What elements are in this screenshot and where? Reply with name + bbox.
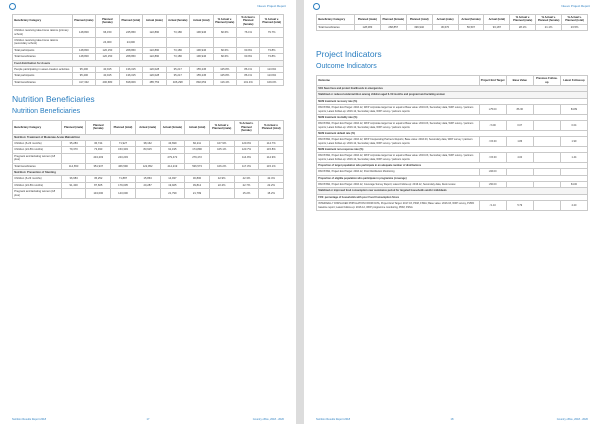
page-left <box>0 0 296 424</box>
table-cell: 143,000 <box>111 189 136 199</box>
indicator-label: MAM treatment mortality rate (%) <box>317 114 588 120</box>
table-cell: 155,245 <box>190 67 213 73</box>
table-cell: 96,150 <box>96 28 119 38</box>
table-cell: 24,000 <box>96 38 119 48</box>
table-cell: 196,946 <box>190 47 213 53</box>
table-cell: <15.00 <box>479 153 506 163</box>
table-cell <box>213 38 236 48</box>
table-cell: 414,219 <box>160 163 185 169</box>
section-label: Food distribution for Assets <box>13 60 284 66</box>
table-cell: 38,162 <box>135 140 160 146</box>
row-label: Children receiving take-home rations (primary school) <box>13 28 73 38</box>
column-header: Previous Follow-up <box>533 76 560 86</box>
row-label: Total beneficiaries <box>13 54 73 60</box>
total-beneficiaries-table <box>316 14 588 31</box>
column-header: % Actual v. Planned (female) <box>536 15 562 25</box>
table-row <box>13 153 284 163</box>
table-cell: 105.1% <box>209 147 234 153</box>
table-cell <box>143 38 166 48</box>
table-cell: 42.3% <box>234 176 259 182</box>
table-cell: 76.1% <box>237 28 260 38</box>
footer-left-text: Nutrition Results Report 2018 <box>316 418 351 421</box>
table-cell: 113.9% <box>260 73 284 79</box>
table-cell: 30,800 <box>185 176 210 182</box>
header-title: Nuevo Project Report <box>561 4 590 8</box>
table-cell: 73,933 <box>86 147 111 153</box>
table-cell: 125.8% <box>213 73 236 79</box>
indicator-data-row <box>317 121 588 131</box>
page-footer-left <box>12 418 284 421</box>
column-header: Actual (male) <box>143 15 166 28</box>
table-cell: 196,946 <box>190 28 213 38</box>
table-cell: 19,925 <box>160 182 185 188</box>
project-indicators-heading: Project Indicators <box>316 49 382 60</box>
table-cell: 4.00 <box>506 153 533 163</box>
indicator-description: PAKISTAN, Project End Target: 2016.12, Coverage Survey Report; Latest Follow-up: 2016.12, Secondary data, Desk review <box>317 182 480 188</box>
indicator-data-row <box>317 137 588 147</box>
table-cell: 117.3% <box>234 163 259 169</box>
indicator-description: PAKISTAN, Project End Target: 2016.12, WFP corporate target low or equal to Base value: 2016.03, Secondary data, WFP survey / partners reports; Latest Follow-up: 2016.12, Secondary data, WFP survey / partners reports <box>317 153 480 163</box>
table-cell: 106.2% <box>209 163 234 169</box>
table-cell: 268,857 <box>380 24 406 30</box>
table-cell: 21.1% <box>536 24 562 30</box>
indicator-label: FCS: percentage of households with poor Food Consumption Score <box>317 194 588 200</box>
table-cell: 153,303 <box>111 147 136 153</box>
indicator-label: MAM treatment recovery rate (%) <box>317 98 588 104</box>
table-cell: 148,800 <box>72 47 95 53</box>
table-cell: 114.9% <box>259 153 284 163</box>
table-cell: 95,400 <box>72 67 95 73</box>
table-cell: 536,573 <box>185 163 210 169</box>
table-row <box>13 79 284 85</box>
table-cell: 243,203 <box>111 153 136 163</box>
table-cell: 40,915 <box>96 73 119 79</box>
indicator-description: PAKISTAN, Project End Target: 2016.12, WFP corporate target low or equal to Base value: 2016.03, Secondary data, WFP survey / partners reports; Latest Follow-up: 2016.12, Secondary data, WFP survey / partners reports <box>317 105 480 115</box>
table-cell: 113.9% <box>260 67 284 73</box>
column-header: Planned (male) <box>72 15 95 28</box>
column-header: % Actual v. Planned (male) <box>510 15 536 25</box>
outcome-indicators-heading: Outcome Indicators <box>316 63 377 71</box>
row-label: Pregnant and lactating women (18 plus) <box>13 153 62 163</box>
indicator-label: MAM treatment default rate (%) <box>317 130 588 136</box>
footer-left-text: Nutrition Results Report 2018 <box>12 418 47 421</box>
header-title: Nuevo Project Report <box>257 4 286 8</box>
column-header: Planned (total) <box>406 15 432 25</box>
indicator-description: PAKISTAN, Project End Target: 2016.12, Post Distribution Monitoring <box>317 169 480 175</box>
table-cell: 114,653 <box>61 163 86 169</box>
row-label: Total beneficiaries <box>13 79 73 85</box>
table-cell: 40,915 <box>96 67 119 73</box>
table-cell: <3.00 <box>479 121 506 131</box>
table-cell: 79.7% <box>260 28 284 38</box>
table-cell: 91,195 <box>160 147 185 153</box>
table-cell: 143,000 <box>86 189 111 199</box>
column-header: % Actual v. Planned (total) <box>259 121 284 134</box>
beneficiary-table <box>12 14 284 86</box>
table-cell: 136,315 <box>119 67 142 73</box>
section-label: Stabilized or reduced undernutrition among children aged 6–59 months and pregnant and lactating women <box>317 92 588 98</box>
row-label: Children (6-23 months) <box>13 176 62 182</box>
table-cell: 71,927 <box>111 140 136 146</box>
column-header: Planned (total) <box>119 15 142 28</box>
table-cell: 115.8% <box>259 147 284 153</box>
table-cell: 109.0% <box>260 79 284 85</box>
table-cell: 120,028 <box>143 73 166 79</box>
indicator-label: Proportion of eligible population who participate in programme (coverage) <box>317 175 588 181</box>
table-cell: 42.9% <box>209 176 234 182</box>
table-cell: 243,203 <box>86 153 111 163</box>
table-cell: 485,753 <box>143 79 166 85</box>
table-cell: <15.00 <box>479 137 506 147</box>
page-footer-right <box>316 418 588 421</box>
table-cell: 86.1% <box>237 73 260 79</box>
table-cell: <1.10 <box>479 201 506 211</box>
table-cell: 466,590 <box>111 163 136 169</box>
table-cell: 1.44 <box>560 153 587 163</box>
table-cell: 22.2% <box>209 182 234 188</box>
table-cell: 0.04 <box>560 121 587 131</box>
table-cell: 122,890 <box>143 28 166 38</box>
table-cell: 1.99 <box>560 137 587 147</box>
table-cell: ≥66.00 <box>479 169 506 175</box>
table-cell: 196,946 <box>190 54 213 60</box>
nutrition-heading: Nutrition Beneficiaries <box>12 94 95 105</box>
column-header: % Actual v. Planned (female) <box>234 121 259 134</box>
table-cell: 24,000 <box>119 38 142 48</box>
table-cell <box>237 38 260 48</box>
row-label: People participating in asset-creation activities <box>13 67 73 73</box>
table-cell: 64.00 <box>560 182 587 188</box>
page-number: 18 <box>450 418 454 421</box>
table-cell: 93,187 <box>484 24 510 30</box>
table-cell <box>166 38 189 48</box>
table-cell <box>260 38 284 48</box>
footer-right-text: Country office, 2018 - 2020 <box>556 418 588 421</box>
table-cell: 148,800 <box>72 28 95 38</box>
table-cell: 73,186 <box>166 54 189 60</box>
table-cell: 73.8% <box>260 54 284 60</box>
section-label: Nutrition: Treatment of Moderate Acute Malnutrition <box>13 134 284 140</box>
table-cell: 22.2% <box>259 182 284 188</box>
table-cell: 125.8% <box>213 67 236 73</box>
table-cell: 155,245 <box>190 73 213 79</box>
column-header: % Actual v. Planned (total) <box>260 15 284 28</box>
table-cell: 120,150 <box>96 47 119 53</box>
table-cell: 82.6% <box>213 47 236 53</box>
table-cell <box>72 38 95 48</box>
table-cell: 23.5% <box>562 24 588 30</box>
column-header: Actual (total) <box>190 15 213 28</box>
table-cell: 73.8% <box>260 47 284 53</box>
column-header: Planned (female) <box>96 15 119 28</box>
table-cell: 35,217 <box>166 67 189 73</box>
column-header: Planned (female) <box>380 15 406 25</box>
table-row <box>13 28 284 38</box>
table-cell: 28.1% <box>510 24 536 30</box>
column-header: Planned (male) <box>354 15 380 25</box>
table-cell <box>209 189 234 199</box>
table-cell: 15.2% <box>234 189 259 199</box>
table-cell <box>61 153 86 163</box>
row-label: Total beneficiaries <box>13 163 62 169</box>
table-cell <box>209 153 234 163</box>
table-cell: 35,283 <box>61 140 86 146</box>
section-label: SO1 Save lives and protect livelihoods in emergencies <box>317 86 588 92</box>
table-cell: 1.86 <box>506 137 533 147</box>
table-cell: 83,915 <box>135 147 160 153</box>
table-cell: 114.7% <box>259 140 284 146</box>
table-cell <box>533 121 560 131</box>
row-label: Pregnant and lactating women (18 plus) <box>13 189 62 199</box>
table-cell: 73,186 <box>166 47 189 53</box>
table-cell: 21,799 <box>185 189 210 199</box>
table-cell: 15.2% <box>259 189 284 199</box>
table-cell: 60.9% <box>237 54 260 60</box>
table-cell: 406,298 <box>166 79 189 85</box>
table-row <box>13 38 284 48</box>
column-header: % Actual v. Planned (male) <box>209 121 234 134</box>
row-label: Total beneficiaries <box>317 24 355 30</box>
table-cell: 43,699 <box>160 140 185 146</box>
page-number: 17 <box>146 418 150 421</box>
table-cell <box>61 189 86 199</box>
table-cell <box>135 153 160 163</box>
column-header: % Actual v. Planned (male) <box>213 15 236 28</box>
column-header: Planned (total) <box>111 121 136 134</box>
table-cell: 400,680 <box>96 79 119 85</box>
row-label: Children receiving take-home rations (secondary school) <box>13 38 73 48</box>
table-cell: 122,890 <box>143 54 166 60</box>
table-cell: 279,472 <box>160 153 185 163</box>
indicator-label: Proportion of target population who participate in an adequate number of distributions <box>317 162 588 168</box>
footer-right-text: Country office, 2018 - 2020 <box>252 418 284 421</box>
column-header: % Actual v. Planned (total) <box>562 15 588 25</box>
column-header: Beneficiary Category <box>13 121 62 134</box>
table-cell: 120.0% <box>234 140 259 146</box>
column-header: Planned (female) <box>86 121 111 134</box>
column-header: Actual (total) <box>185 121 210 134</box>
column-header: Actual (male) <box>432 15 458 25</box>
column-header: Actual (female) <box>458 15 484 25</box>
column-header: Actual (male) <box>135 121 160 134</box>
column-header: Outcome <box>317 76 480 86</box>
wfp-logo-icon <box>9 3 16 10</box>
table-cell: 5.79 <box>506 201 533 211</box>
page-header <box>0 0 296 12</box>
nutrition-table <box>12 120 284 199</box>
indicator-label: MAM treatment non-response rate (%) <box>317 146 588 152</box>
table-cell: 36,683 <box>61 176 86 182</box>
row-label: Total participants <box>13 47 73 53</box>
table-cell: 396,940 <box>406 24 432 30</box>
table-cell <box>533 153 560 163</box>
table-cell: 56,507 <box>458 24 484 30</box>
table-cell: 417,332 <box>72 79 95 85</box>
table-cell: 4.20 <box>560 201 587 211</box>
table-cell: 120,150 <box>96 54 119 60</box>
table-cell: 122,890 <box>143 47 166 53</box>
table-cell: 21,799 <box>160 189 185 199</box>
table-cell: ≥50.00 <box>479 182 506 188</box>
wfp-logo-icon <box>313 3 320 10</box>
indicator-data-row <box>317 153 588 163</box>
table-cell: 351,937 <box>86 163 111 169</box>
indicator-data-row <box>317 201 588 211</box>
table-cell: 115.1% <box>259 163 284 169</box>
row-label: Children (6-23 months) <box>13 140 62 146</box>
table-cell <box>533 201 560 211</box>
table-cell: 73,186 <box>166 28 189 38</box>
table-cell: 82,211 <box>185 140 210 146</box>
indicator-data-row <box>317 105 588 115</box>
table-cell <box>533 105 560 115</box>
table-cell: 892,053 <box>190 79 213 85</box>
page-header <box>304 0 600 12</box>
row-label: Children (24-59 months) <box>13 182 62 188</box>
table-cell: 268,950 <box>119 54 142 60</box>
nutrition-subheading: Nutrition Beneficiaries <box>12 108 81 116</box>
table-cell: 60.9% <box>237 47 260 53</box>
column-header: Planned (male) <box>61 121 86 134</box>
column-header: Base Value <box>506 76 533 86</box>
section-label: Stabilized or improved food consumption over assistance period for targeted households and/or individuals <box>317 188 588 194</box>
table-cell: 107.9% <box>209 140 234 146</box>
table-cell: ≥75.00 <box>479 105 506 115</box>
table-cell: 95,400 <box>72 73 95 79</box>
table-cell: 36,670 <box>432 24 458 30</box>
table-cell <box>533 137 560 147</box>
table-row <box>13 189 284 199</box>
table-cell: 136,315 <box>119 73 142 79</box>
table-cell: 122,952 <box>135 163 160 169</box>
column-header: Beneficiary Category <box>13 15 73 28</box>
table-cell: 14,937 <box>160 176 185 182</box>
section-label: Nutrition: Prevention of Stunting <box>13 169 284 175</box>
table-cell: 101.4% <box>237 79 260 85</box>
column-header: Actual (total) <box>484 15 510 25</box>
table-cell: 15,863 <box>135 176 160 182</box>
table-cell <box>190 38 213 48</box>
table-cell: 128,083 <box>354 24 380 30</box>
indicator-description: PAKISTAN, Project End Target: 2016.12, WFP Cooperating Partners Reports; Base value: 2016.03, Secondary data, WFP survey / partners reports; Latest Follow-up: 2016.12, Secondary data, WFP survey / partners reports <box>317 137 480 147</box>
table-cell: 36,744 <box>86 140 111 146</box>
column-header: Actual (female) <box>166 15 189 28</box>
table-cell: 71,887 <box>111 176 136 182</box>
table-cell: 82.6% <box>213 54 236 60</box>
outcome-indicators-table <box>316 75 588 211</box>
table-cell: 42.4% <box>259 176 284 182</box>
column-header: % Actual v. Planned (female) <box>237 15 260 28</box>
indicator-description: INTERNALLY DISPLACED POPULATION FROM FATA, Project End Target: 2017.03, PDM, FSNA; Base value: 2016.03, WFP survey, PVRD baseline report; Latest Follow-up: 2016.12, WFP programme monitoring, PDM, FSNA <box>317 201 480 211</box>
column-header: Beneficiary Category <box>317 15 355 25</box>
table-cell: 123.7% <box>234 147 259 153</box>
table-cell: 22.7% <box>234 182 259 188</box>
row-label: Total participants <box>13 73 73 79</box>
column-header: Actual (female) <box>160 121 185 134</box>
row-label: Children (24-59 months) <box>13 147 62 153</box>
table-cell: 39,812 <box>185 182 210 188</box>
table-cell: 279,472 <box>185 153 210 163</box>
column-header: Project End Target <box>479 76 506 86</box>
table-cell: 179,005 <box>111 182 136 188</box>
table-cell: 87,605 <box>86 182 111 188</box>
table-cell: 84.89 <box>560 105 587 115</box>
table-cell <box>135 189 160 199</box>
table-cell: 268,950 <box>119 47 142 53</box>
table-cell: 114.9% <box>234 153 259 163</box>
column-header: Latest Follow-up <box>560 76 587 86</box>
table-cell: 82.6% <box>213 28 236 38</box>
table-cell: 245,950 <box>119 28 142 38</box>
table-cell: 120,028 <box>143 67 166 73</box>
table-cell: 86.36 <box>506 105 533 115</box>
table-cell: 116.4% <box>213 79 236 85</box>
indicator-description: PAKISTAN, Project End Target: 2016.12, WFP corporate target low or equal to Base value: 2016.03, Secondary data, WFP survey / partners reports; Latest Follow-up: 2016.12, Secondary data, WFP survey / partners reports <box>317 121 480 131</box>
table-cell: 20,287 <box>135 182 160 188</box>
table-cell: 174,890 <box>185 147 210 153</box>
table-cell: 86.1% <box>237 67 260 73</box>
table-cell: 91,400 <box>61 182 86 188</box>
table-cell: 148,800 <box>72 54 95 60</box>
table-cell: 35,217 <box>166 73 189 79</box>
page-right <box>304 0 600 424</box>
table-cell: 35,252 <box>86 176 111 182</box>
table-cell: 79,370 <box>61 147 86 153</box>
table-cell: 818,009 <box>119 79 142 85</box>
table-cell: 0.07 <box>506 121 533 131</box>
table-row <box>317 24 588 30</box>
